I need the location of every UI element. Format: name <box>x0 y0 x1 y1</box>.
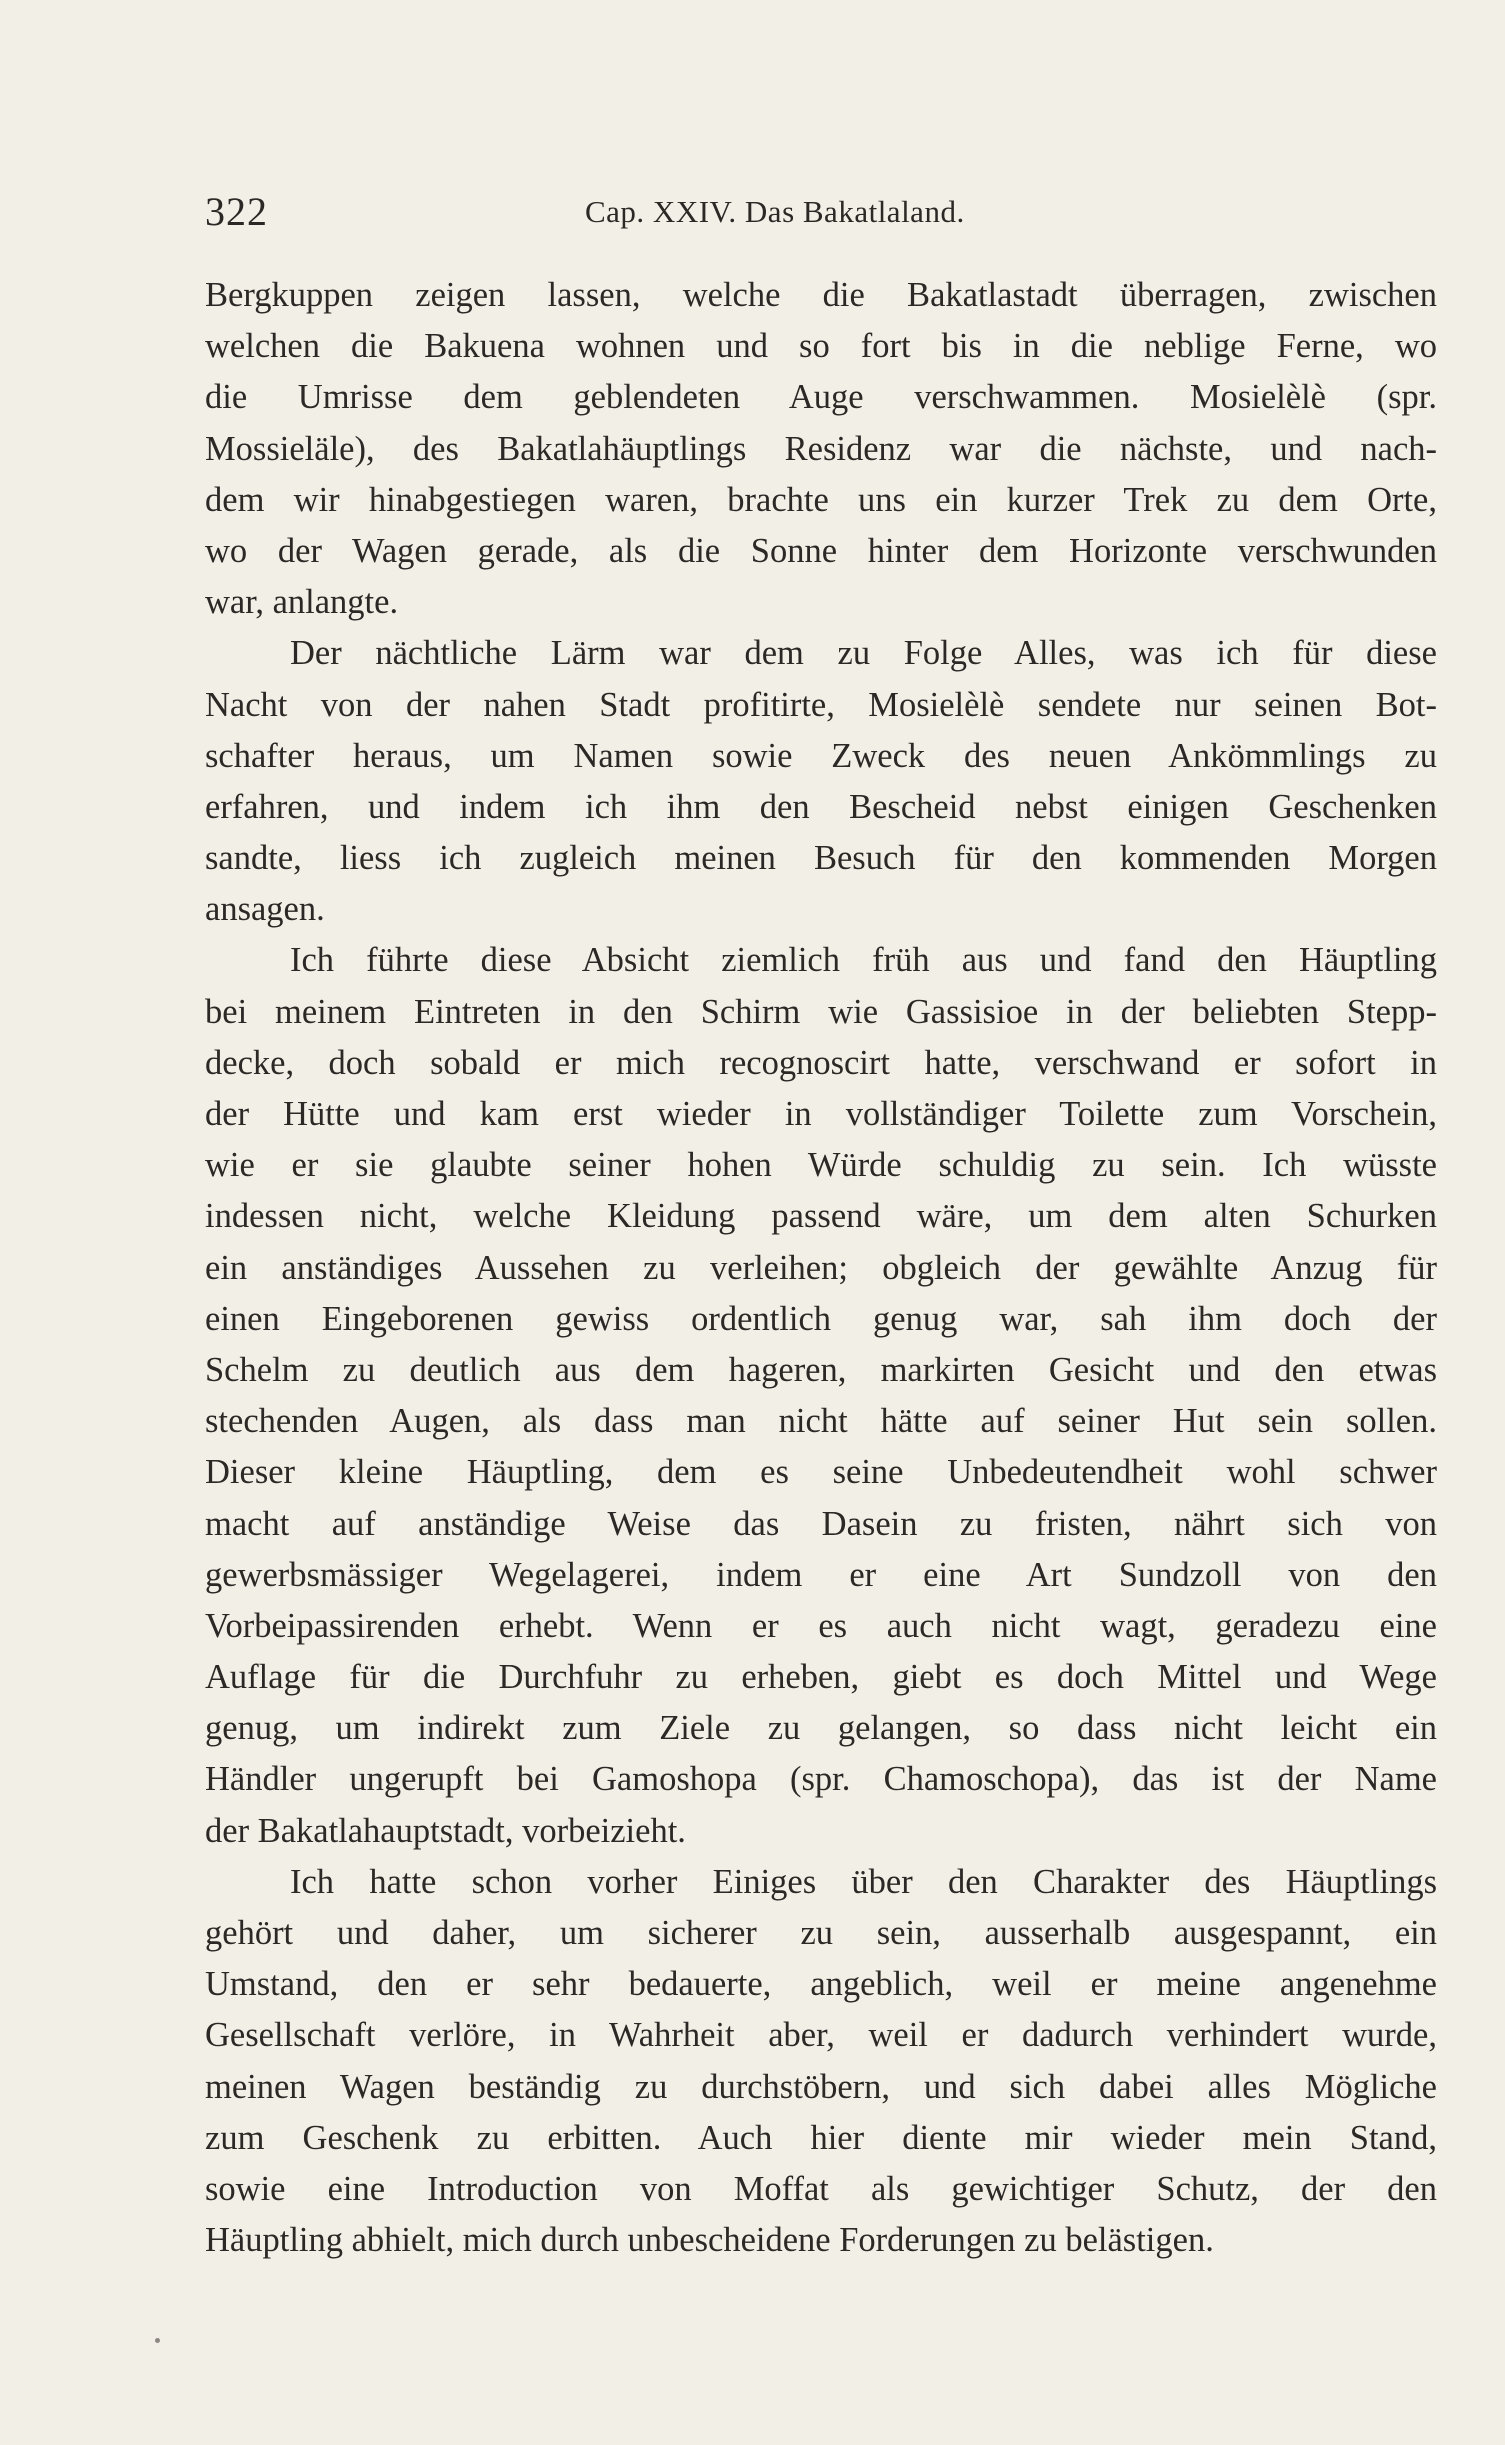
text-line: genug, um indirekt zum Ziele zu gelangen, so dass nicht leicht ein <box>205 1709 1437 1748</box>
text-line: gehört und daher, um sicherer zu sein, ausserhalb ausgespannt, ein <box>205 1914 1437 1952</box>
text-line: Auflage für die Durchfuhr zu erheben, giebt es doch Mittel und Wege <box>205 1658 1437 1697</box>
body-text <box>205 270 1437 2266</box>
text-line: Mossieläle), des Bakatlahäuptlings Residenz war die nächste, und nach- <box>205 429 1437 468</box>
text-line: einen Eingeborenen gewiss ordentlich genug war, sah ihm doch der <box>205 1299 1437 1338</box>
text-line: wo der Wagen gerade, als die Sonne hinter dem Horizonte verschwunden <box>205 531 1437 570</box>
text-line: Bergkuppen zeigen lassen, welche die Bakatlastadt überragen, zwischen <box>205 276 1437 314</box>
text-line: Ich hatte schon vorher Einiges über den Charakter des Häuptlings <box>290 1862 1437 1901</box>
text-line: bei meinem Eintreten in den Schirm wie Gassisioe in der beliebten Stepp- <box>205 992 1437 1031</box>
text-line: dem wir hinabgestiegen waren, brachte uns ein kurzer Trek zu dem Orte, <box>205 480 1437 519</box>
text-line: sowie eine Introduction von Moffat als gewichtiger Schutz, der den <box>205 2169 1437 2208</box>
text-line: gewerbsmässiger Wegelagerei, indem er eine Art Sundzoll von den <box>205 1555 1437 1594</box>
text-line: wie er sie glaubte seiner hohen Würde schuldig zu sein. Ich wüsste <box>205 1146 1437 1185</box>
text-line: macht auf anständige Weise das Dasein zu fristen, nährt sich von <box>205 1504 1437 1543</box>
text-line: ein anständiges Aussehen zu verleihen; obgleich der gewählte Anzug für <box>205 1248 1437 1287</box>
text-line: indessen nicht, welche Kleidung passend wäre, um dem alten Schurken <box>205 1197 1437 1236</box>
text-line: stechenden Augen, als dass man nicht hätte auf seiner Hut sein sollen. <box>205 1402 1437 1441</box>
text-line: der Hütte und kam erst wieder in vollständiger Toilette zum Vorschein, <box>205 1095 1437 1133</box>
running-head: Cap. XXIV. Das Bakatlaland. <box>585 194 965 229</box>
text-line: decke, doch sobald er mich recognoscirt hatte, verschwand er sofort in <box>205 1043 1437 1082</box>
text-line: sandte, liess ich zugleich meinen Besuch für den kommenden Morgen <box>205 839 1437 878</box>
text-line: die Umrisse dem geblendeten Auge verschwammen. Mosielèlè (spr. <box>205 378 1437 417</box>
text-line: Gesellschaft verlöre, in Wahrheit aber, weil er dadurch verhindert wurde, <box>205 2016 1437 2055</box>
text-line: ansagen. <box>205 890 325 929</box>
text-line: Der nächtliche Lärm war dem zu Folge Alles, was ich für diese <box>290 634 1437 673</box>
page-number: 322 <box>205 189 268 234</box>
text-line: welchen die Bakuena wohnen und so fort bis in die neblige Ferne, wo <box>205 327 1437 366</box>
text-line: erfahren, und indem ich ihm den Bescheid nebst einigen Geschenken <box>205 787 1437 826</box>
text-line: Umstand, den er sehr bedauerte, angeblich, weil er meine angenehme <box>205 1965 1437 2004</box>
text-line: Dieser kleine Häuptling, dem es seine Unbedeutendheit wohl schwer <box>205 1453 1437 1492</box>
text-line: meinen Wagen beständig zu durchstöbern, und sich dabei alles Mögliche <box>205 2067 1437 2106</box>
text-line: zum Geschenk zu erbitten. Auch hier diente mir wieder mein Stand, <box>205 2118 1437 2157</box>
text-line: Häuptling abhielt, mich durch unbescheidene Forderungen zu belästigen. <box>205 2221 1214 2260</box>
text-line: Schelm zu deutlich aus dem hageren, markirten Gesicht und den etwas <box>205 1350 1437 1389</box>
text-line: Ich führte diese Absicht ziemlich früh aus und fand den Häuptling <box>290 941 1437 980</box>
stray-ink-mark <box>155 2338 160 2343</box>
text-line: war, anlangte. <box>205 583 399 622</box>
page-header <box>205 188 1437 238</box>
text-line: der Bakatlahauptstadt, vorbeizieht. <box>205 1811 686 1850</box>
text-line: Vorbeipassirenden erhebt. Wenn er es auch nicht wagt, geradezu eine <box>205 1606 1437 1645</box>
text-line: Händler ungerupft bei Gamoshopa (spr. Chamoschopa), das ist der Name <box>205 1760 1437 1799</box>
text-line: Nacht von der nahen Stadt profitirte, Mosielèlè sendete nur seinen Bot- <box>205 685 1437 724</box>
text-line: schafter heraus, um Namen sowie Zweck des neuen Ankömmlings zu <box>205 736 1437 775</box>
